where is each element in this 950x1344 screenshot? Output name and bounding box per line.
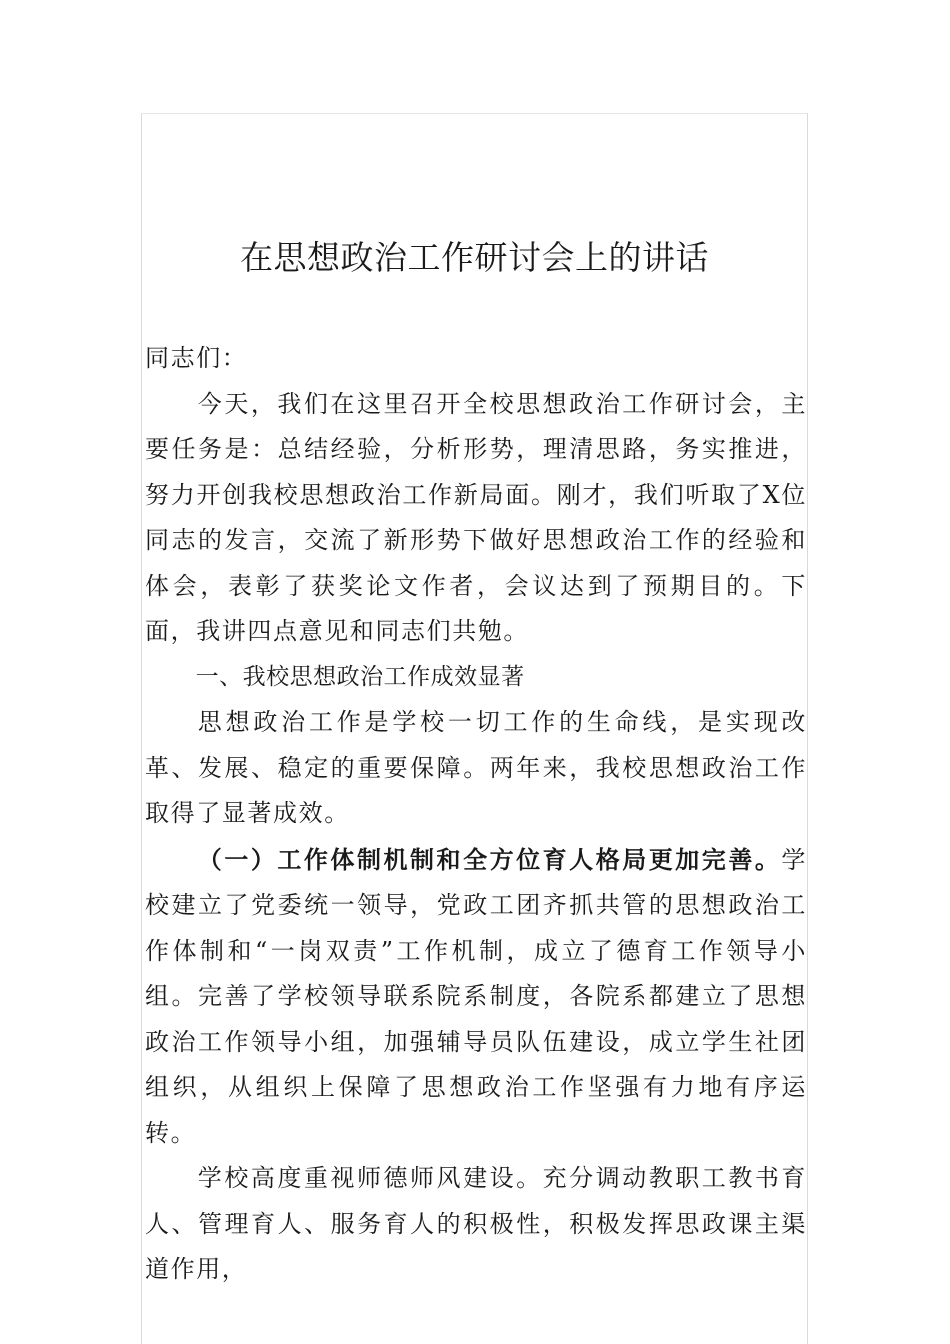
section-paragraph: 思想政治工作是学校一切工作的生命线，是实现改革、发展、稳定的重要保障。两年来，我校思想政治工作取得了显著成效。 bbox=[145, 708, 807, 827]
document-title: 在思想政治工作研讨会上的讲话 bbox=[240, 238, 709, 277]
document-body bbox=[145, 336, 807, 1293]
section-heading: 一、我校思想政治工作成效显著 bbox=[195, 663, 525, 690]
subsection-heading: （一）工作体制机制和全方位育人格局更加完善。 bbox=[197, 844, 782, 874]
subsection-paragraph bbox=[145, 837, 807, 1157]
section-paragraph: 学校高度重视师德师风建设。充分调动教职工教书育人、管理育人、服务育人的积极性，积极发挥思政课主渠道作用， bbox=[145, 1164, 807, 1283]
salutation: 同志们： bbox=[145, 344, 248, 372]
intro-paragraph: 今天，我们在这里召开全校思想政治工作研讨会，主要任务是：总结经验，分析形势，理清思路，务实推进，努力开创我校思想政治工作新局面。刚才，我们听取了X位同志的发言，交流了新形势下做好思想政治工作的经验和体会，表彰了获奖论文作者，会议达到了预期目的。下面，我讲四点意见和同志们共勉。 bbox=[145, 389, 807, 645]
subsection-body: 学校建立了党委统一领导，党政工团齐抓共管的思想政治工作体制和“一岗双责”工作机制，成立了德育工作领导小组。完善了学校领导联系院系制度，各院系都建立了思想政治工作领导小组，加强辅导员队伍建设，成立学生社团组织，从组织上保障了思想政治工作坚强有力地有序运转。 bbox=[145, 845, 807, 1147]
